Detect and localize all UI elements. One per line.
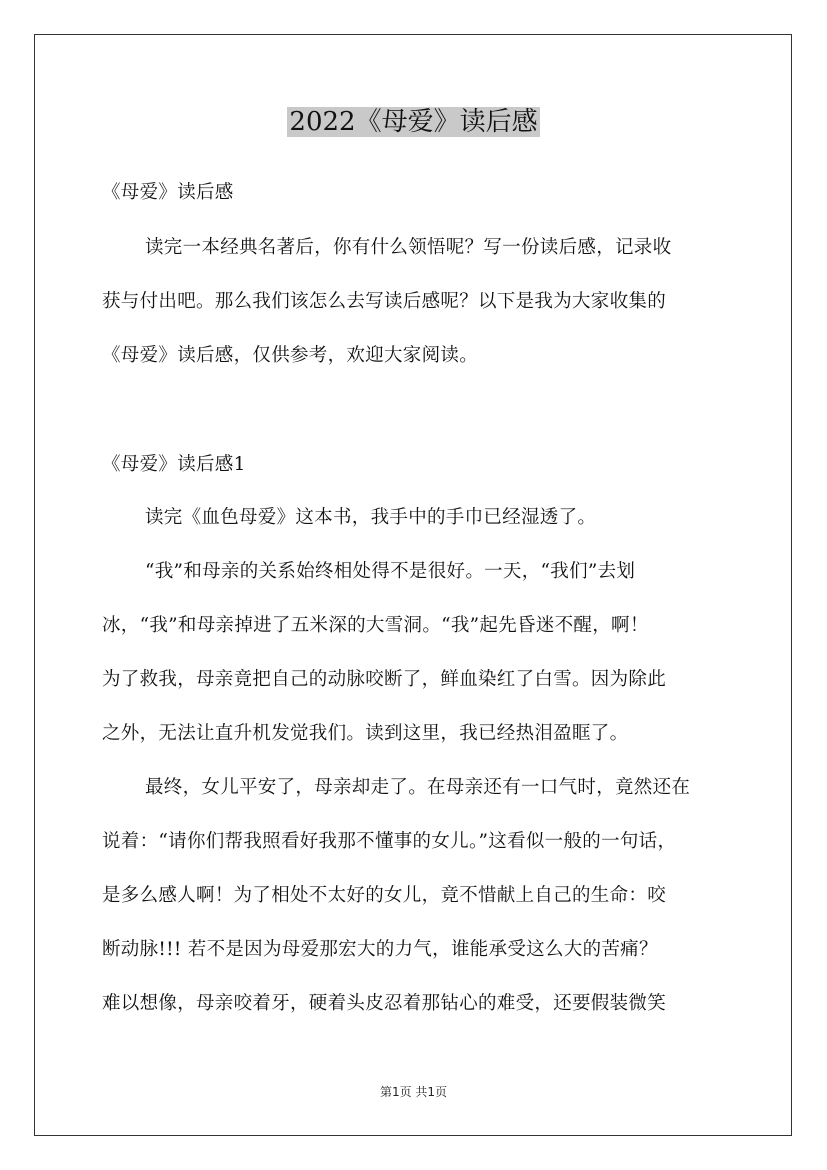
document-title: 2022《母爱》读后感 bbox=[289, 107, 538, 137]
document-heading: 《母爱》读后感 bbox=[102, 182, 234, 203]
section-title: 《母爱》读后感1 bbox=[102, 454, 246, 475]
body-line-8: 是多么感人啊！为了相处不太好的女儿，竟不惜献上自己的生命：咬 bbox=[102, 885, 667, 906]
body-line-2: “我”和母亲的关系始终相处得不是很好。一天，“我们”去划 bbox=[145, 561, 636, 582]
body-line-1: 读完《血色母爱》这本书，我手中的手巾已经湿透了。 bbox=[145, 507, 597, 528]
body-line-7: 说着：“请你们帮我照看好我那不懂事的女儿。”这看似一般的一句话， bbox=[102, 831, 677, 852]
body-line-4: 为了救我，母亲竟把自己的动脉咬断了，鲜血染红了白雪。因为除此 bbox=[102, 669, 667, 690]
intro-line-1: 读完一本经典名著后，你有什么领悟呢？写一份读后感，记录收 bbox=[145, 237, 672, 258]
body-line-6: 最终，女儿平安了，母亲却走了。在母亲还有一口气时，竟然还在 bbox=[145, 777, 691, 798]
intro-line-3: 《母爱》读后感，仅供参考，欢迎大家阅读。 bbox=[102, 345, 479, 366]
page-footer: 第1页 共1页 bbox=[379, 1085, 448, 1099]
body-line-9: 断动脉!!! 若不是因为母爱那宏大的力气，谁能承受这么大的苦痛？ bbox=[102, 939, 658, 960]
body-line-3: 冰，“我”和母亲掉进了五米深的大雪洞。“我”起先昏迷不醒，啊！ bbox=[102, 615, 649, 636]
intro-line-2: 获与付出吧。那么我们该怎么去写读后感呢？以下是我为大家收集的 bbox=[102, 291, 667, 312]
document-title-wrap bbox=[0, 103, 827, 141]
body-line-5: 之外，无法让直升机发觉我们。读到这里，我已经热泪盈眶了。 bbox=[102, 723, 629, 744]
body-line-10: 难以想像，母亲咬着牙，硬着头皮忍着那钻心的难受，还要假装微笑 bbox=[102, 993, 667, 1014]
